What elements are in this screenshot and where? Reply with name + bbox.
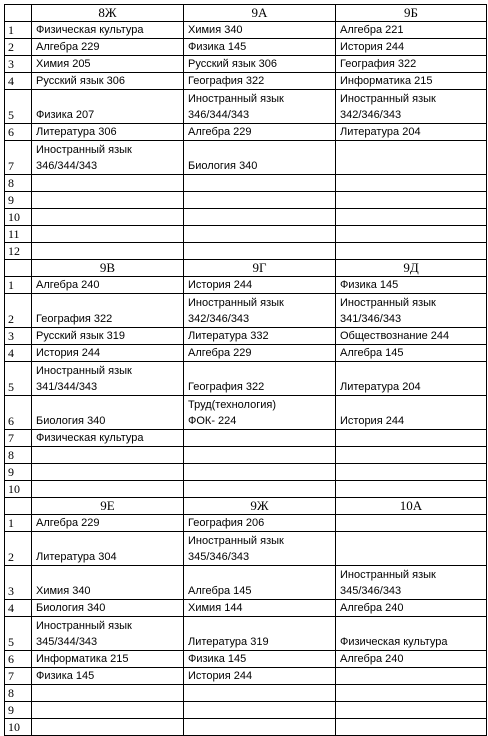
lesson-row: [5, 447, 487, 464]
lesson-cell: [184, 685, 336, 702]
lesson-cell: [336, 447, 487, 464]
lesson-cell: География 322: [184, 362, 336, 396]
lesson-cell: Иностранный язык 342/346/343: [336, 90, 487, 124]
lesson-cell: Литература 332: [184, 328, 336, 345]
lesson-number: 6: [5, 124, 32, 141]
class-name-header: 10А: [336, 498, 487, 515]
lesson-number: 9: [5, 464, 32, 481]
lesson-cell: [32, 481, 184, 498]
lesson-cell: География 322: [336, 56, 487, 73]
lesson-cell: [184, 209, 336, 226]
lesson-cell: Алгебра 145: [184, 566, 336, 600]
lesson-row: [5, 600, 487, 617]
lesson-number: 9: [5, 702, 32, 719]
lesson-cell: [184, 226, 336, 243]
lesson-row: [5, 396, 487, 430]
lesson-cell: Алгебра 229: [184, 345, 336, 362]
lesson-cell: История 244: [32, 345, 184, 362]
schedule-table: [4, 4, 487, 736]
lesson-number: 8: [5, 685, 32, 702]
lesson-cell: [336, 243, 487, 260]
lesson-cell: Иностранный язык 346/344/343: [184, 90, 336, 124]
lesson-number: 8: [5, 447, 32, 464]
lesson-row: [5, 345, 487, 362]
lesson-cell: [336, 464, 487, 481]
lesson-row: [5, 73, 487, 90]
lesson-cell: Биология 340: [184, 141, 336, 175]
lesson-cell: [184, 481, 336, 498]
lesson-row: [5, 277, 487, 294]
class-name-header: 9Г: [184, 260, 336, 277]
lesson-row: [5, 294, 487, 328]
lesson-row: [5, 328, 487, 345]
lesson-cell: [32, 192, 184, 209]
lesson-number: 4: [5, 345, 32, 362]
lesson-cell: [336, 702, 487, 719]
lesson-cell: Иностранный язык 345/344/343: [32, 617, 184, 651]
lesson-number: 9: [5, 192, 32, 209]
lesson-cell: Физика 145: [32, 668, 184, 685]
lesson-row: [5, 702, 487, 719]
lesson-row: [5, 685, 487, 702]
lesson-cell: Химия 340: [184, 22, 336, 39]
lesson-cell: Информатика 215: [336, 73, 487, 90]
lesson-cell: Алгебра 240: [32, 277, 184, 294]
lesson-number: 7: [5, 430, 32, 447]
lesson-cell: [336, 515, 487, 532]
lesson-cell: Иностранный язык 341/346/343: [336, 294, 487, 328]
lesson-row: [5, 532, 487, 566]
lesson-cell: Биология 340: [32, 600, 184, 617]
lesson-number: 3: [5, 56, 32, 73]
lesson-cell: [32, 702, 184, 719]
lesson-number: 8: [5, 175, 32, 192]
lesson-cell: Химия 144: [184, 600, 336, 617]
lesson-number: 4: [5, 73, 32, 90]
lesson-row: [5, 192, 487, 209]
lesson-cell: [336, 430, 487, 447]
lesson-number: 7: [5, 668, 32, 685]
class-header-row: [5, 498, 487, 515]
lesson-number: 5: [5, 617, 32, 651]
lesson-number: 5: [5, 90, 32, 124]
lesson-number: 1: [5, 515, 32, 532]
lesson-row: [5, 124, 487, 141]
lesson-number: 10: [5, 719, 32, 736]
lesson-row: [5, 56, 487, 73]
lesson-number: 5: [5, 362, 32, 396]
lesson-cell: Физическая культура: [336, 617, 487, 651]
lesson-number: 6: [5, 396, 32, 430]
lesson-cell: [336, 532, 487, 566]
lesson-cell: Алгебра 229: [32, 515, 184, 532]
lesson-cell: [336, 209, 487, 226]
lesson-cell: Физика 145: [336, 277, 487, 294]
lesson-cell: Физическая культура: [32, 430, 184, 447]
lesson-cell: География 206: [184, 515, 336, 532]
lesson-cell: Алгебра 221: [336, 22, 487, 39]
lesson-row: [5, 617, 487, 651]
lesson-row: [5, 668, 487, 685]
lesson-row: [5, 515, 487, 532]
lesson-cell: Литература 304: [32, 532, 184, 566]
lesson-cell: [336, 668, 487, 685]
lesson-cell: Алгебра 145: [336, 345, 487, 362]
lesson-cell: Алгебра 229: [32, 39, 184, 56]
lesson-cell: Алгебра 229: [184, 124, 336, 141]
lesson-cell: Иностранный язык 346/344/343: [32, 141, 184, 175]
class-name-header: 9Д: [336, 260, 487, 277]
lesson-cell: География 322: [32, 294, 184, 328]
lesson-cell: [336, 192, 487, 209]
lesson-cell: История 244: [336, 396, 487, 430]
class-name-header: 9Б: [336, 5, 487, 22]
lesson-cell: Русский язык 306: [184, 56, 336, 73]
lesson-cell: Литература 204: [336, 362, 487, 396]
header-corner-cell: [5, 260, 32, 277]
lesson-cell: Алгебра 240: [336, 651, 487, 668]
lesson-cell: [32, 226, 184, 243]
lesson-cell: [32, 209, 184, 226]
lesson-cell: [32, 447, 184, 464]
lesson-number: 12: [5, 243, 32, 260]
lesson-row: [5, 362, 487, 396]
lesson-cell: [32, 685, 184, 702]
lesson-cell: [184, 464, 336, 481]
lesson-row: [5, 430, 487, 447]
lesson-cell: [184, 175, 336, 192]
lesson-row: [5, 209, 487, 226]
lesson-cell: Русский язык 319: [32, 328, 184, 345]
lesson-row: [5, 719, 487, 736]
lesson-cell: Обществознание 244: [336, 328, 487, 345]
lesson-number: 7: [5, 141, 32, 175]
lesson-cell: Алгебра 240: [336, 600, 487, 617]
lesson-cell: Физика 207: [32, 90, 184, 124]
header-corner-cell: [5, 498, 32, 515]
lesson-cell: [336, 685, 487, 702]
lesson-cell: [336, 719, 487, 736]
lesson-cell: [32, 175, 184, 192]
lesson-row: [5, 22, 487, 39]
lesson-cell: История 244: [184, 668, 336, 685]
lesson-cell: [336, 175, 487, 192]
lesson-number: 10: [5, 481, 32, 498]
lesson-cell: Химия 205: [32, 56, 184, 73]
schedule-page: [4, 4, 487, 736]
lesson-cell: Иностранный язык 345/346/343: [336, 566, 487, 600]
lesson-cell: История 244: [184, 277, 336, 294]
lesson-row: [5, 566, 487, 600]
lesson-number: 10: [5, 209, 32, 226]
lesson-cell: [32, 243, 184, 260]
header-corner-cell: [5, 5, 32, 22]
lesson-cell: Физика 145: [184, 651, 336, 668]
lesson-cell: Литература 306: [32, 124, 184, 141]
lesson-cell: Физика 145: [184, 39, 336, 56]
lesson-cell: Химия 340: [32, 566, 184, 600]
lesson-number: 6: [5, 651, 32, 668]
lesson-row: [5, 481, 487, 498]
lesson-number: 1: [5, 22, 32, 39]
class-name-header: 9Е: [32, 498, 184, 515]
lesson-cell: [32, 719, 184, 736]
lesson-cell: [336, 481, 487, 498]
lesson-cell: Русский язык 306: [32, 73, 184, 90]
lesson-cell: [184, 192, 336, 209]
lesson-cell: Биология 340: [32, 396, 184, 430]
lesson-number: 4: [5, 600, 32, 617]
class-name-header: 9А: [184, 5, 336, 22]
lesson-cell: Информатика 215: [32, 651, 184, 668]
class-name-header: 9Ж: [184, 498, 336, 515]
lesson-cell: География 322: [184, 73, 336, 90]
lesson-number: 3: [5, 566, 32, 600]
lesson-number: 2: [5, 294, 32, 328]
lesson-cell: [184, 430, 336, 447]
lesson-cell: Литература 319: [184, 617, 336, 651]
class-name-header: 8Ж: [32, 5, 184, 22]
class-name-header: 9В: [32, 260, 184, 277]
lesson-row: [5, 39, 487, 56]
lesson-row: [5, 464, 487, 481]
lesson-cell: Физическая культура: [32, 22, 184, 39]
lesson-row: [5, 243, 487, 260]
lesson-cell: [184, 447, 336, 464]
lesson-cell: Литература 204: [336, 124, 487, 141]
class-header-row: [5, 260, 487, 277]
lesson-cell: [184, 719, 336, 736]
lesson-cell: Иностранный язык 342/346/343: [184, 294, 336, 328]
lesson-row: [5, 651, 487, 668]
lesson-cell: [336, 141, 487, 175]
lesson-cell: Иностранный язык 345/346/343: [184, 532, 336, 566]
lesson-number: 2: [5, 532, 32, 566]
lesson-row: [5, 141, 487, 175]
class-header-row: [5, 5, 487, 22]
lesson-cell: [336, 226, 487, 243]
lesson-number: 3: [5, 328, 32, 345]
lesson-number: 11: [5, 226, 32, 243]
lesson-row: [5, 90, 487, 124]
lesson-cell: Иностранный язык 341/344/343: [32, 362, 184, 396]
lesson-number: 2: [5, 39, 32, 56]
lesson-cell: История 244: [336, 39, 487, 56]
lesson-row: [5, 226, 487, 243]
lesson-cell: [32, 464, 184, 481]
lesson-cell: Труд(технология) ФОК- 224: [184, 396, 336, 430]
lesson-cell: [184, 702, 336, 719]
lesson-number: 1: [5, 277, 32, 294]
lesson-cell: [184, 243, 336, 260]
lesson-row: [5, 175, 487, 192]
